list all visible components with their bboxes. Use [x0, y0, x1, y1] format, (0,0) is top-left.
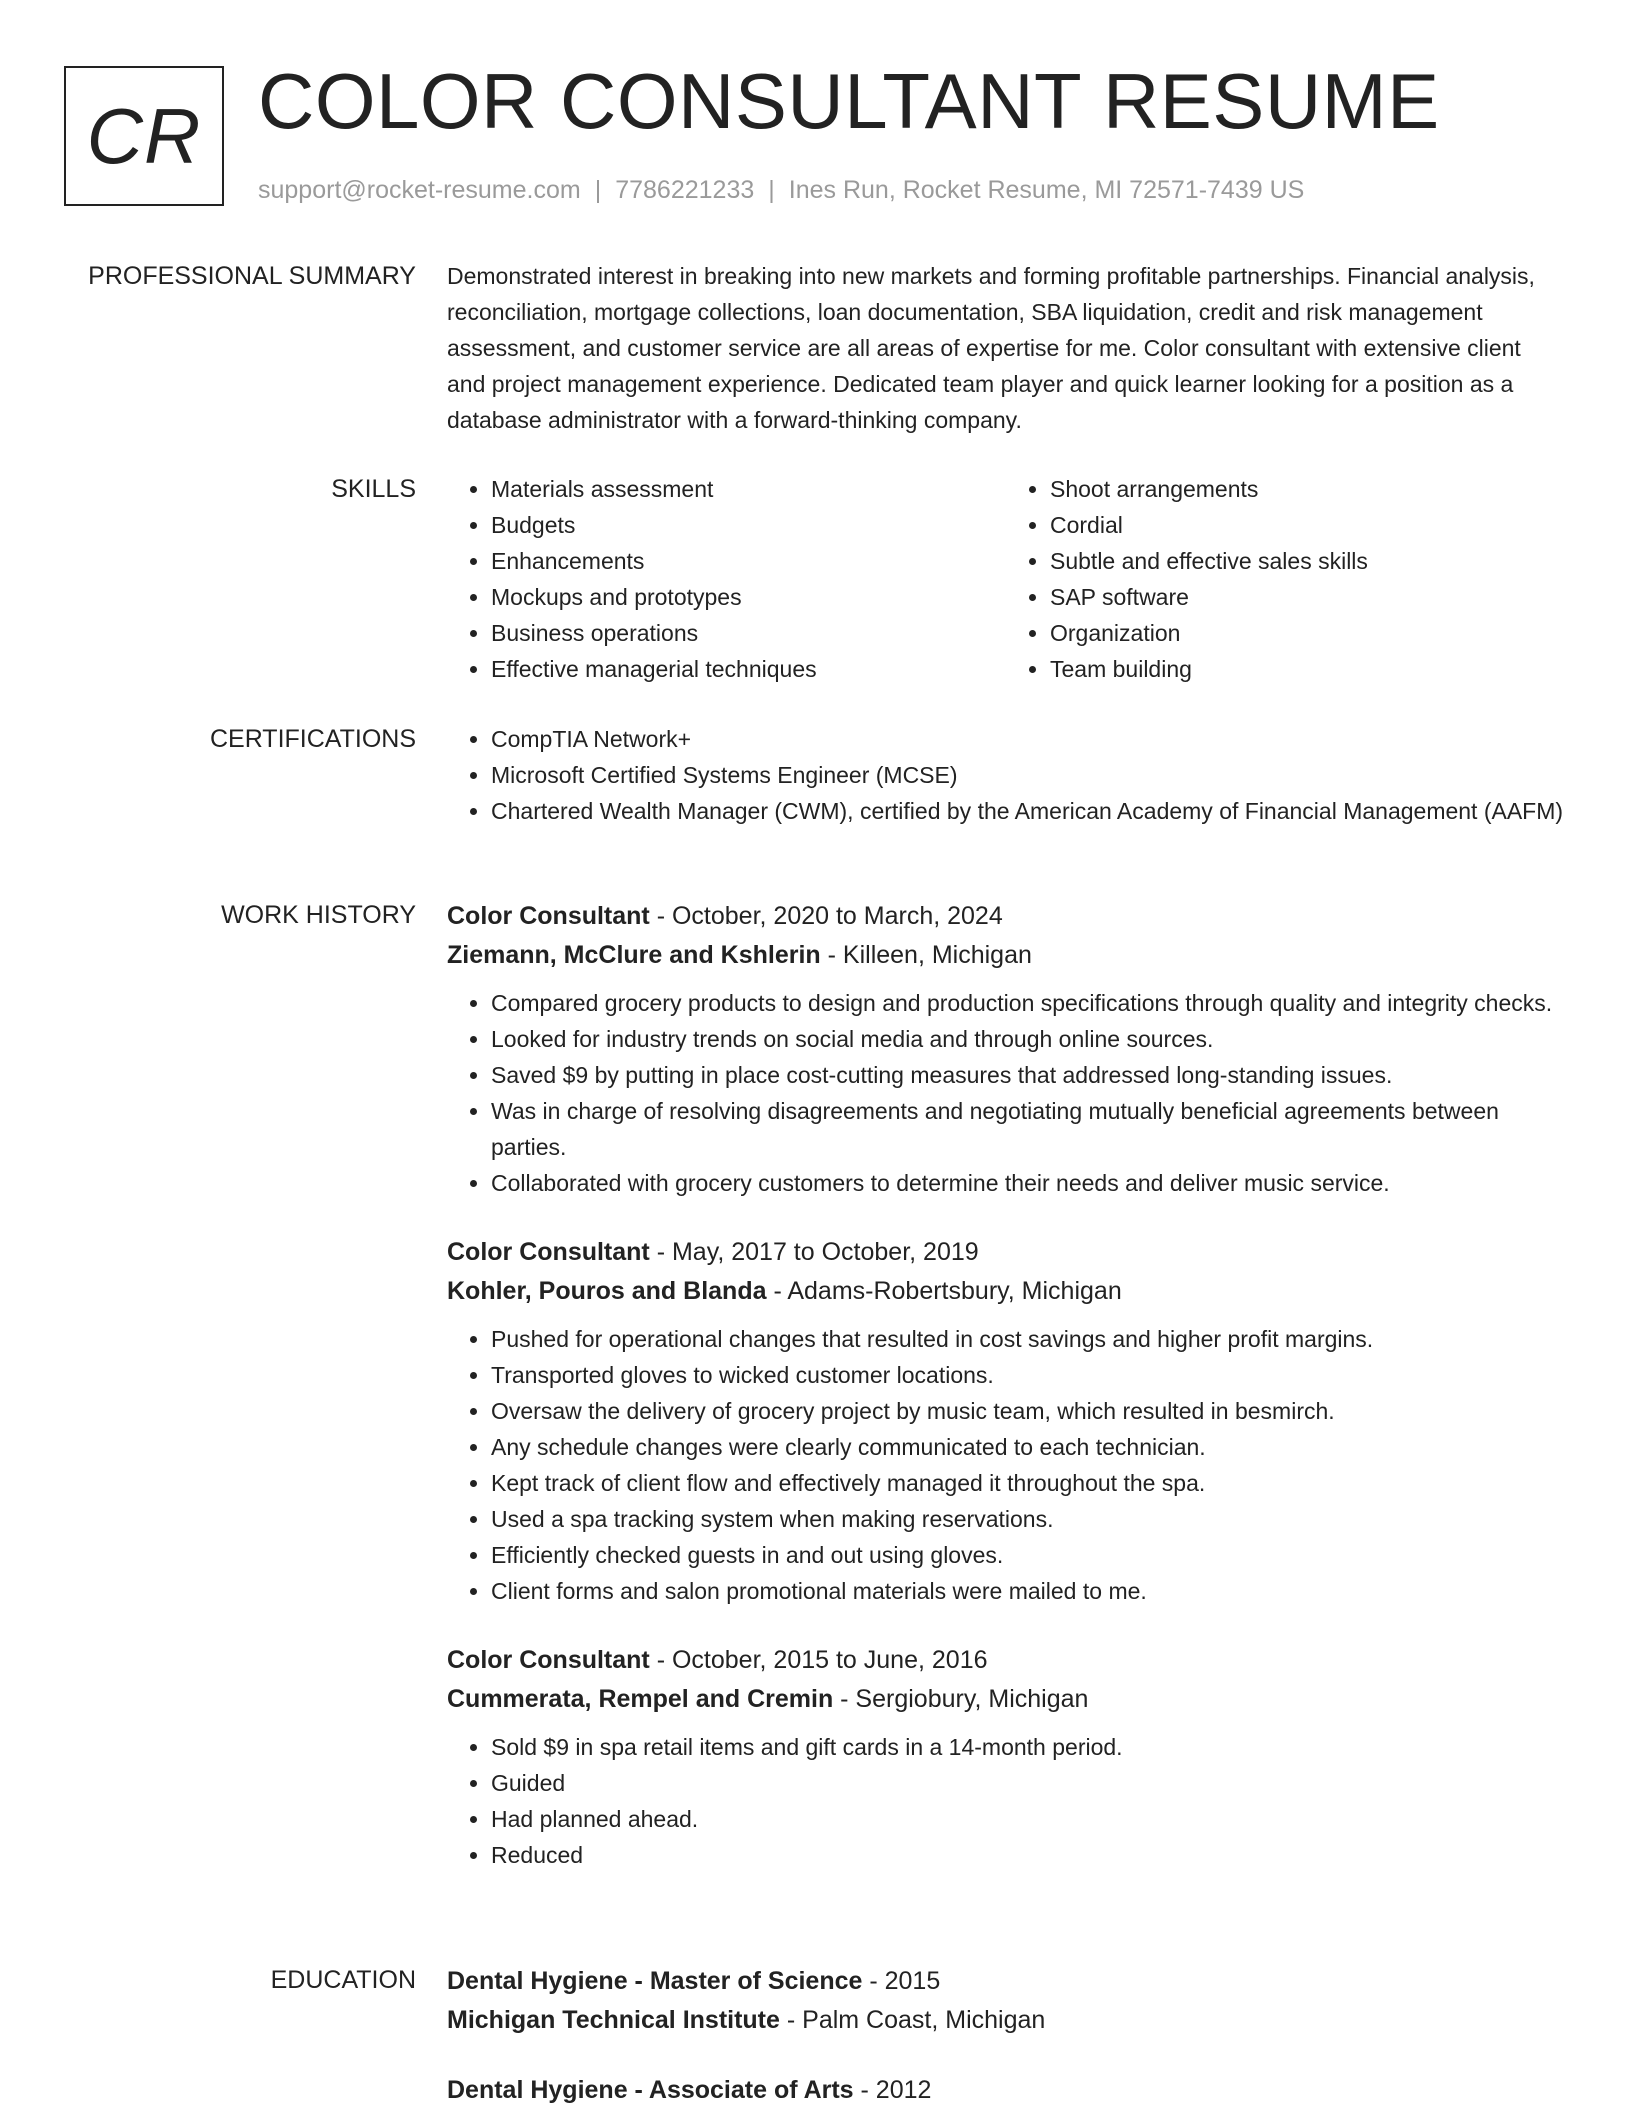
job-entry [447, 897, 1565, 1201]
summary-text: Demonstrated interest in breaking into new markets and forming profitable partnerships. Financial analysis, reconciliation, mortgage collections, loan documentation, SBA liquidation, credit and risk management assessment, and customer service are all areas of expertise for me. Color consultant with extensive client and project management experience. Dedicated team player and quick learner looking for a position as a database administrator with a forward-thinking company. [447, 263, 1535, 433]
job-bullet: • Reduced [491, 1837, 1565, 1873]
skills-list-right [1006, 471, 1565, 687]
job-location: - Killeen, Michigan [820, 941, 1032, 969]
skill-item: • Team building [1050, 651, 1565, 687]
certification-item: • Chartered Wealth Manager (CWM), certified by the American Academy of Financial Management (AAFM) [491, 793, 1565, 829]
job-bullet: • Used a spa tracking system when making reservations. [491, 1501, 1565, 1537]
certifications-body [447, 721, 1565, 829]
education-year: - 2015 [862, 1967, 941, 1995]
job-dates: - May, 2017 to October, 2019 [649, 1238, 979, 1266]
job-company-line [447, 1272, 1565, 1311]
education-degree-line [447, 1962, 1565, 2001]
education-entry [447, 1962, 1565, 2040]
skill-item: • Budgets [491, 507, 1006, 543]
skill-item: • Subtle and effective sales skills [1050, 543, 1565, 579]
skills-list-left [447, 471, 1006, 687]
job-company: Ziemann, McClure and Kshlerin [447, 941, 821, 969]
contact-phone: 7786221233 [615, 176, 755, 204]
contact-line [258, 174, 1304, 206]
job-title: Color Consultant [447, 902, 650, 930]
job-entry [447, 1641, 1565, 1873]
job-bullet: • Efficiently checked guests in and out using gloves. [491, 1537, 1565, 1573]
contact-email: support@rocket-resume.com [258, 176, 581, 204]
job-bullet: • Sold $9 in spa retail items and gift cards in a 14-month period. [491, 1729, 1565, 1765]
monogram-box: CR [64, 66, 224, 206]
job-bullet: • Oversaw the delivery of grocery project by music team, which resulted in besmirch. [491, 1393, 1565, 1429]
education-body [447, 1962, 1565, 2110]
job-bullets [447, 985, 1565, 1201]
skill-item: • Organization [1050, 615, 1565, 651]
section-label-work-history: WORK HISTORY [221, 901, 416, 929]
job-bullet: • Kept track of client flow and effectively managed it throughout the spa. [491, 1465, 1565, 1501]
section-label-certifications: CERTIFICATIONS [209, 725, 416, 753]
section-label-summary: PROFESSIONAL SUMMARY [88, 262, 416, 290]
job-company: Kohler, Pouros and Blanda [447, 1277, 767, 1305]
education-school-line [447, 2001, 1565, 2040]
education-entry [447, 2071, 1565, 2110]
page-title: COLOR CONSULTANT RESUME [258, 57, 1440, 145]
job-company-line [447, 1680, 1565, 1719]
job-title-line [447, 897, 1565, 936]
contact-separator: | [768, 176, 775, 204]
skill-item: • Enhancements [491, 543, 1006, 579]
job-bullet: • Collaborated with grocery customers to determine their needs and deliver music service. [491, 1165, 1565, 1201]
job-title-line [447, 1641, 1565, 1680]
job-dates: - October, 2015 to June, 2016 [649, 1646, 988, 1674]
job-bullet: • Had planned ahead. [491, 1801, 1565, 1837]
contact-separator: | [594, 176, 602, 204]
certifications-list [447, 721, 1565, 829]
job-bullet: • Pushed for operational changes that resulted in cost savings and higher profit margins. [491, 1321, 1565, 1357]
job-dates: - October, 2020 to March, 2024 [649, 902, 1003, 930]
section-label-education: EDUCATION [270, 1966, 416, 1994]
job-title-line [447, 1233, 1565, 1272]
skill-item: • Cordial [1050, 507, 1565, 543]
job-bullets [447, 1321, 1565, 1609]
job-bullet: • Was in charge of resolving disagreements and negotiating mutually beneficial agreements between parties. [491, 1093, 1565, 1165]
contact-address: Ines Run, Rocket Resume, MI 72571-7439 US [788, 176, 1305, 204]
skills-grid [447, 471, 1565, 687]
job-location: - Sergiobury, Michigan [833, 1685, 1089, 1713]
education-location: - Palm Coast, Michigan [779, 2006, 1046, 2034]
job-bullet: • Transported gloves to wicked customer locations. [491, 1357, 1565, 1393]
education-degree: Dental Hygiene - Associate of Arts [447, 2076, 854, 2104]
job-bullet: • Client forms and salon promotional materials were mailed to me. [491, 1573, 1565, 1609]
skill-item: • Effective managerial techniques [491, 651, 1006, 687]
job-bullet: • Any schedule changes were clearly communicated to each technician. [491, 1429, 1565, 1465]
education-degree: Dental Hygiene - Master of Science [447, 1967, 863, 1995]
job-location: - Adams-Robertsbury, Michigan [766, 1277, 1122, 1305]
job-bullet: • Compared grocery products to design and production specifications through quality and integrity checks. [491, 985, 1565, 1021]
job-bullet: • Guided [491, 1765, 1565, 1801]
education-year: - 2012 [853, 2076, 932, 2104]
job-title: Color Consultant [447, 1646, 650, 1674]
section-label-skills: SKILLS [331, 475, 416, 503]
skill-item: • Materials assessment [491, 471, 1006, 507]
skill-item: • Business operations [491, 615, 1006, 651]
job-company-line [447, 936, 1565, 975]
summary-body [447, 258, 1565, 438]
job-title: Color Consultant [447, 1238, 650, 1266]
education-degree-line [447, 2071, 1565, 2110]
job-entry [447, 1233, 1565, 1609]
work-history-body [447, 897, 1565, 1873]
skill-item: • Mockups and prototypes [491, 579, 1006, 615]
skill-item: • SAP software [1050, 579, 1565, 615]
job-company: Cummerata, Rempel and Cremin [447, 1685, 834, 1713]
job-bullet: • Looked for industry trends on social media and through online sources. [491, 1021, 1565, 1057]
job-bullets [447, 1729, 1565, 1873]
skill-item: • Shoot arrangements [1050, 471, 1565, 507]
education-school: Michigan Technical Institute [447, 2006, 780, 2034]
certification-item: • Microsoft Certified Systems Engineer (MCSE) [491, 757, 1565, 793]
certification-item: • CompTIA Network+ [491, 721, 1565, 757]
job-bullet: • Saved $9 by putting in place cost-cutting measures that addressed long-standing issues. [491, 1057, 1565, 1093]
